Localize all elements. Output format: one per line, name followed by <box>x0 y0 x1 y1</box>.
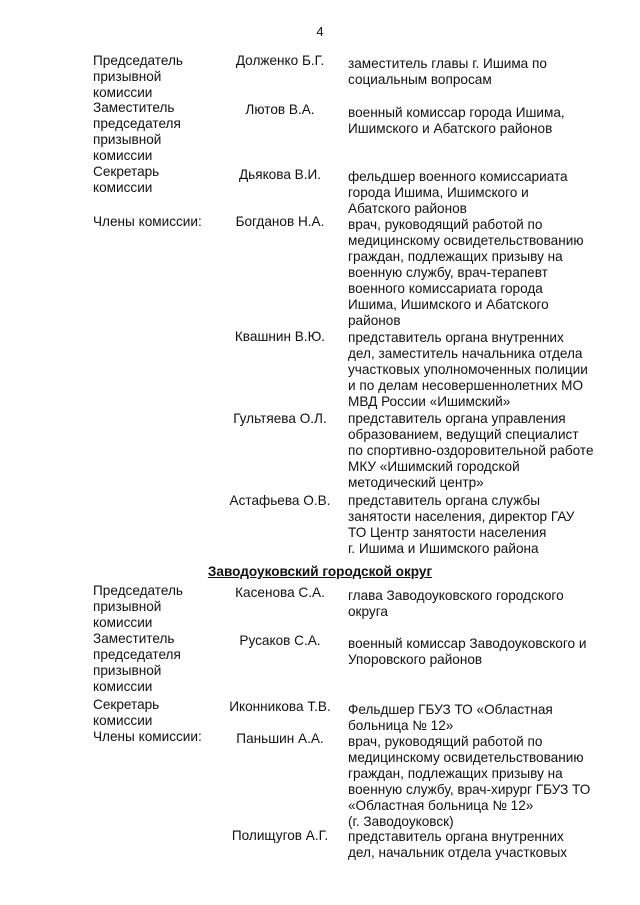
ishim-row-3-name: Дьякова В.И. <box>238 167 322 182</box>
zavod-row-2-role: Заместитель председателя призывной комиссии <box>93 631 181 694</box>
zavod-row-1-role: Председатель призывной комиссии <box>93 583 183 630</box>
page-number: 4 <box>316 24 324 39</box>
zavod-row-4-desc: врач, руководящий работой по медицинскому освидетельствованию граждан, подлежащих призыву на военную службу, врач-хирург ГБУЗ ТО «Областная больница № 12» (г. Заводоуковск) <box>348 734 591 829</box>
zavod-row-3-name: Иконникова Т.В. <box>229 699 331 714</box>
zavod-row-1-desc: глава Заводоуковского городского округа <box>348 588 564 619</box>
ishim-row-6-name: Гультяева О.Л. <box>233 411 327 426</box>
ishim-row-1-role: Председатель призывной комиссии <box>93 53 183 100</box>
ishim-row-7-name: Астафьева О.В. <box>229 493 331 508</box>
ishim-row-7-desc: представитель органа службы занятости населения, директор ГАУ ТО Центр занятости населения г. Ишима и Ишимского района <box>348 493 575 556</box>
ishim-row-4-role: Члены комиссии: <box>93 214 202 229</box>
ishim-row-2-name: Лютов В.А. <box>245 102 315 117</box>
zavod-row-3-role: Секретарь комиссии <box>93 697 160 728</box>
ishim-row-5-name: Квашнин В.Ю. <box>234 329 326 344</box>
ishim-row-1-desc: заместитель главы г. Ишима по социальным вопросам <box>348 56 547 87</box>
ishim-row-4-name: Богданов Н.А. <box>235 214 325 229</box>
ishim-row-3-desc: фельдшер военного комиссариата города Ишима, Ишимского и Абатского районов <box>348 169 568 216</box>
section-heading: Заводоуковский городской округ <box>207 564 433 579</box>
zavod-row-5-name: Полищугов А.Г. <box>231 828 329 843</box>
zavod-row-4-role: Члены комиссии: <box>93 729 202 744</box>
zavod-row-3-desc: Фельдшер ГБУЗ ТО «Областная больница № 12» <box>348 702 553 733</box>
ishim-row-6-desc: представитель органа управления образованием, ведущий специалист по спортивно-оздоровительной работе МКУ «Ишимский городской методический центр» <box>348 411 594 490</box>
zavod-row-2-desc: военный комиссар Заводоуковского и Упоровского районов <box>348 636 587 667</box>
zavod-row-1-name: Касенова С.А. <box>235 585 325 600</box>
ishim-row-4-desc: врач, руководящий работой по медицинскому освидетельствованию граждан, подлежащих призыву на военную службу, врач-терапевт военного комиссариата города Ишима, Ишимского и Абатского районов <box>348 217 584 328</box>
zavod-row-5-desc: представитель органа внутренних дел, начальник отдела участковых <box>348 829 568 860</box>
ishim-row-2-desc: военный комиссар города Ишима, Ишимского и Абатского районов <box>348 105 565 136</box>
zavod-row-2-name: Русаков С.А. <box>239 633 321 648</box>
ishim-row-2-role: Заместитель председателя призывной комиссии <box>93 100 181 163</box>
ishim-row-1-name: Долженко Б.Г. <box>235 53 325 68</box>
ishim-row-3-role: Секретарь комиссии <box>93 164 160 195</box>
zavod-row-4-name: Паньшин А.А. <box>236 731 324 746</box>
ishim-row-5-desc: представитель органа внутренних дел, заместитель начальника отдела участковых уполномоченных полиции и по делам несовершеннолетних МО МВД России «Ишимский» <box>348 330 588 409</box>
